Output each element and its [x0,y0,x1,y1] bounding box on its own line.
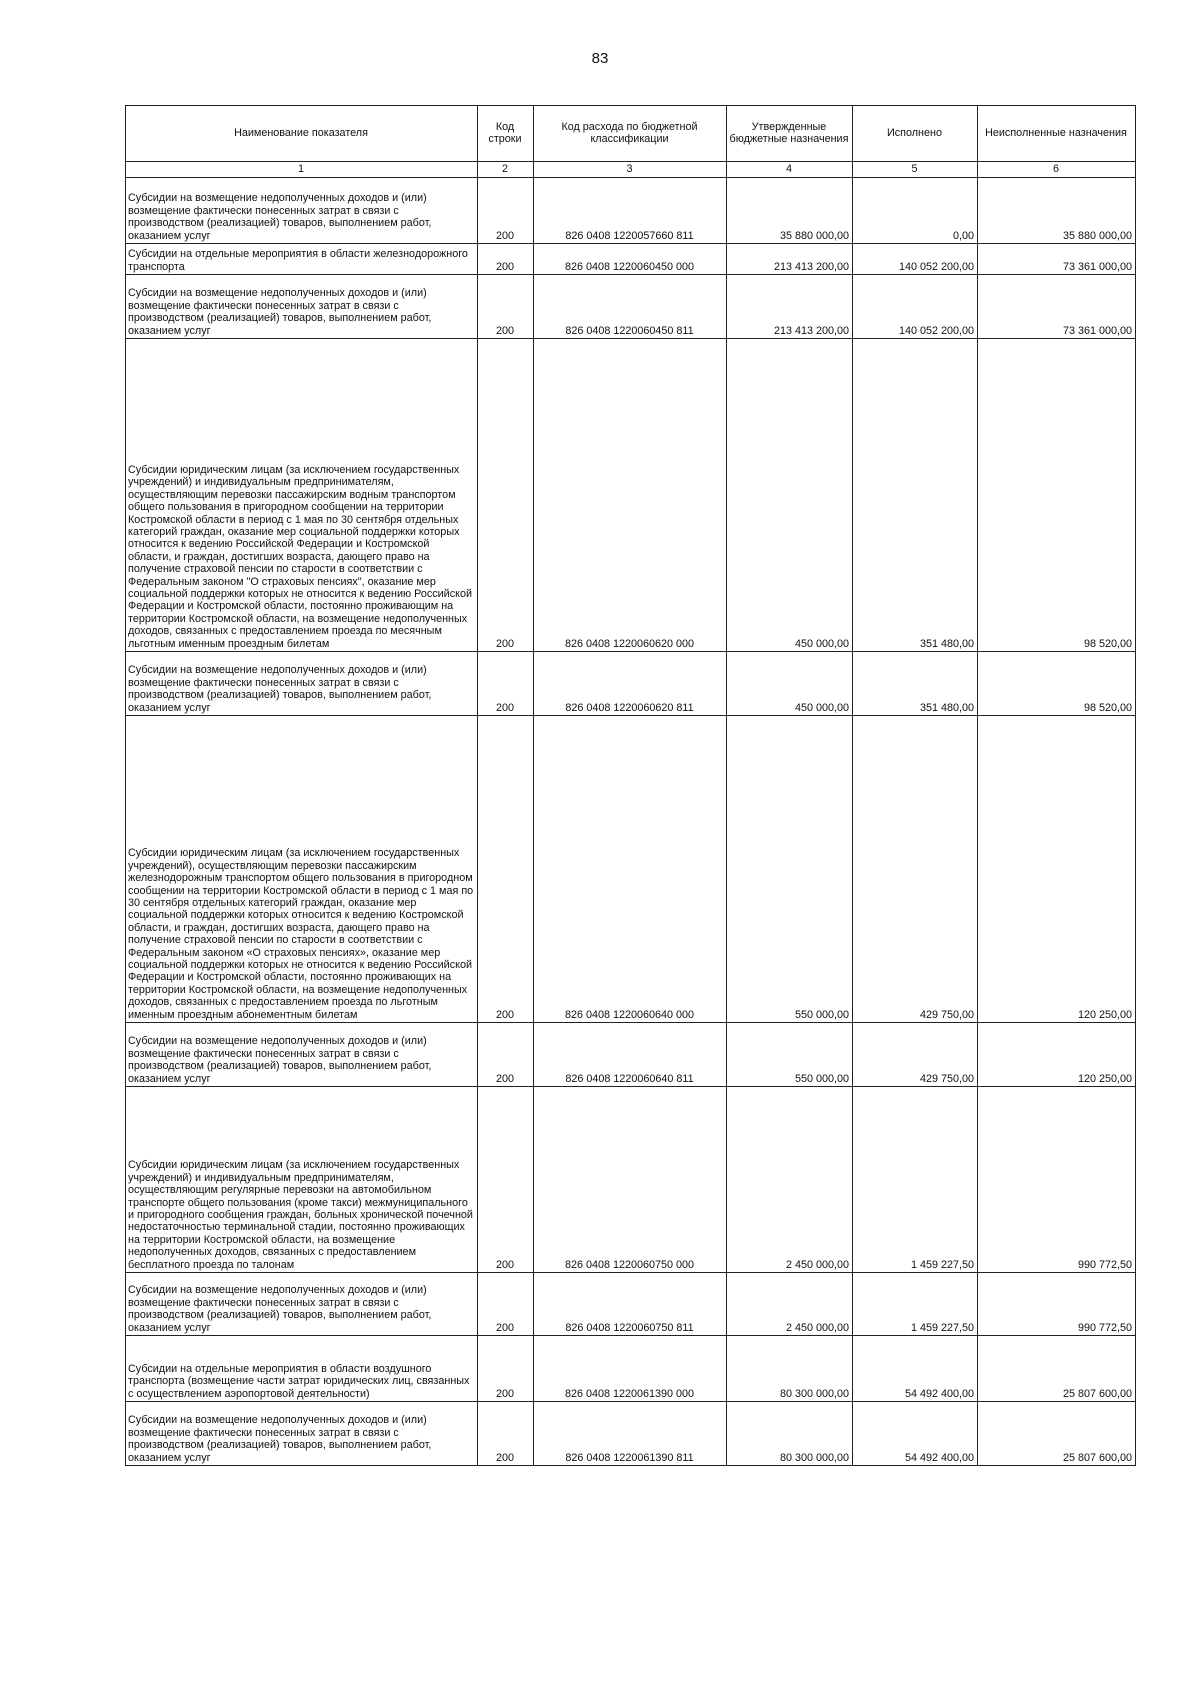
indicator-name: Субсидии юридическим лицам (за исключением государственных учреждений) и индивидуальным предпринимателям, осуществляющим регулярные перевозки на автомобильном транспорте общего пользования (кроме такси) межмуниципального и пригородного сообщения граждан, больных хронической почечной недостаточностью терминальной стадии, постоянно проживающих на территории Костромской области, на возмещение недополученных доходов, связанных с предоставлением бесплатного проезда по талонам [126,1087,478,1273]
executed-amount: 429 750,00 [853,716,978,1023]
budget-execution-table [125,105,1136,1466]
line-code: 200 [478,652,534,716]
budget-code: 826 0408 1220060620 811 [534,652,727,716]
approved-amount: 213 413 200,00 [727,244,853,275]
executed-amount: 351 480,00 [853,652,978,716]
line-code: 200 [478,275,534,339]
table-row [126,1402,1136,1466]
approved-amount: 550 000,00 [727,1023,853,1087]
executed-amount: 1 459 227,50 [853,1087,978,1273]
table-row [126,244,1136,275]
indicator-name: Субсидии на отдельные мероприятия в области железнодорожного транспорта [126,244,478,275]
executed-amount: 140 052 200,00 [853,244,978,275]
table-row [126,178,1136,244]
line-code: 200 [478,716,534,1023]
line-code: 200 [478,244,534,275]
line-code: 200 [478,1402,534,1466]
executed-amount: 1 459 227,50 [853,1273,978,1336]
approved-amount: 80 300 000,00 [727,1336,853,1402]
table-row [126,275,1136,339]
indicator-name: Субсидии на возмещение недополученных доходов и (или) возмещение фактически понесенных затрат в связи с производством (реализацией) товаров, выполнением работ, оказанием услуг [126,178,478,244]
budget-code: 826 0408 1220060620 000 [534,339,727,652]
table-column-numbers-row [126,162,1136,178]
executed-amount: 140 052 200,00 [853,275,978,339]
budget-code: 826 0408 1220060640 811 [534,1023,727,1087]
header-executed: Исполнено [853,106,978,162]
budget-code: 826 0408 1220060750 811 [534,1273,727,1336]
approved-amount: 450 000,00 [727,652,853,716]
executed-amount: 351 480,00 [853,339,978,652]
budget-code: 826 0408 1220060750 000 [534,1087,727,1273]
executed-amount: 429 750,00 [853,1023,978,1087]
executed-amount: 54 492 400,00 [853,1402,978,1466]
column-number: 6 [978,162,1136,178]
approved-amount: 35 880 000,00 [727,178,853,244]
unexecuted-amount: 73 361 000,00 [978,244,1136,275]
indicator-name: Субсидии на возмещение недополученных доходов и (или) возмещение фактически понесенных затрат в связи с производством (реализацией) товаров, выполнением работ, оказанием услуг [126,275,478,339]
budget-code: 826 0408 1220061390 000 [534,1336,727,1402]
line-code: 200 [478,1273,534,1336]
unexecuted-amount: 25 807 600,00 [978,1336,1136,1402]
budget-code: 826 0408 1220061390 811 [534,1402,727,1466]
indicator-name: Субсидии на возмещение недополученных доходов и (или) возмещение фактически понесенных затрат в связи с производством (реализацией) товаров, выполнением работ, оказанием услуг [126,1023,478,1087]
indicator-name: Субсидии на возмещение недополученных доходов и (или) возмещение фактически понесенных затрат в связи с производством (реализацией) товаров, выполнением работ, оказанием услуг [126,652,478,716]
budget-code: 826 0408 1220057660 811 [534,178,727,244]
line-code: 200 [478,1023,534,1087]
header-approved: Утвержденные бюджетные назначения [727,106,853,162]
unexecuted-amount: 120 250,00 [978,1023,1136,1087]
column-number: 2 [478,162,534,178]
header-indicator-name: Наименование показателя [126,106,478,162]
indicator-name: Субсидии на возмещение недополученных доходов и (или) возмещение фактически понесенных затрат в связи с производством (реализацией) товаров, выполнением работ, оказанием услуг [126,1402,478,1466]
approved-amount: 2 450 000,00 [727,1087,853,1273]
line-code: 200 [478,339,534,652]
header-unexecuted: Неисполненные назначения [978,106,1136,162]
table-row [126,652,1136,716]
table-row [126,1023,1136,1087]
column-number: 1 [126,162,478,178]
approved-amount: 450 000,00 [727,339,853,652]
unexecuted-amount: 120 250,00 [978,716,1136,1023]
executed-amount: 0,00 [853,178,978,244]
unexecuted-amount: 990 772,50 [978,1273,1136,1336]
unexecuted-amount: 25 807 600,00 [978,1402,1136,1466]
approved-amount: 2 450 000,00 [727,1273,853,1336]
table-row [126,1273,1136,1336]
indicator-name: Субсидии юридическим лицам (за исключением государственных учреждений) и индивидуальным предпринимателям, осуществляющим перевозки пассажирским водным транспортом общего пользования в пригородном сообщении на территории Костромской области в период с 1 мая по 30 сентября отдельных категорий граждан, оказание мер социальной поддержки которых относится к ведению Российской Федерации и Костромской области, и граждан, достигших возраста, дающего право на получение страховой пенсии по старости в соответствии с Федеральным законом "О страховых пенсиях", оказание мер социальной поддержки которых не относится к ведению Российской Федерации и Костромской области, постоянно проживающим на территории Костромской области, на возмещение недополученных доходов, связанных с предоставлением проезда по месячным льготным именным проездным билетам [126,339,478,652]
budget-code: 826 0408 1220060450 811 [534,275,727,339]
table-row [126,1336,1136,1402]
column-number: 5 [853,162,978,178]
header-budget-code: Код расхода по бюджетной классификации [534,106,727,162]
table-row [126,1087,1136,1273]
unexecuted-amount: 98 520,00 [978,652,1136,716]
indicator-name: Субсидии юридическим лицам (за исключением государственных учреждений), осуществляющим перевозки пассажирским железнодорожным транспортом общего пользования в пригородном сообщении на территории Костромской области в период с 1 мая по 30 сентября отдельных категорий граждан, оказание мер социальной поддержки которых относится к ведению Костромской области, и граждан, достигших возраста, дающего право на получение страховой пенсии по старости в соответствии с Федеральным законом «О страховых пенсиях», оказание мер социальной поддержки которых не относится к ведению Российской Федерации и Костромской области, постоянно проживающих на территории Костромской области, на возмещение недополученных доходов, связанных с предоставлением проезда по льготным именным проездным абонементным билетам [126,716,478,1023]
column-number: 3 [534,162,727,178]
unexecuted-amount: 35 880 000,00 [978,178,1136,244]
line-code: 200 [478,1336,534,1402]
line-code: 200 [478,178,534,244]
table-row [126,339,1136,652]
budget-code: 826 0408 1220060640 000 [534,716,727,1023]
approved-amount: 80 300 000,00 [727,1402,853,1466]
indicator-name: Субсидии на отдельные мероприятия в области воздушного транспорта (возмещение части затрат юридических лиц, связанных с осуществлением аэропортовой деятельности) [126,1336,478,1402]
indicator-name: Субсидии на возмещение недополученных доходов и (или) возмещение фактически понесенных затрат в связи с производством (реализацией) товаров, выполнением работ, оказанием услуг [126,1273,478,1336]
executed-amount: 54 492 400,00 [853,1336,978,1402]
approved-amount: 213 413 200,00 [727,275,853,339]
budget-code: 826 0408 1220060450 000 [534,244,727,275]
unexecuted-amount: 73 361 000,00 [978,275,1136,339]
column-number: 4 [727,162,853,178]
approved-amount: 550 000,00 [727,716,853,1023]
page-number: 83 [591,50,609,67]
table-header-row [126,106,1136,162]
table-row [126,716,1136,1023]
unexecuted-amount: 990 772,50 [978,1087,1136,1273]
header-line-code: Код строки [478,106,534,162]
line-code: 200 [478,1087,534,1273]
unexecuted-amount: 98 520,00 [978,339,1136,652]
